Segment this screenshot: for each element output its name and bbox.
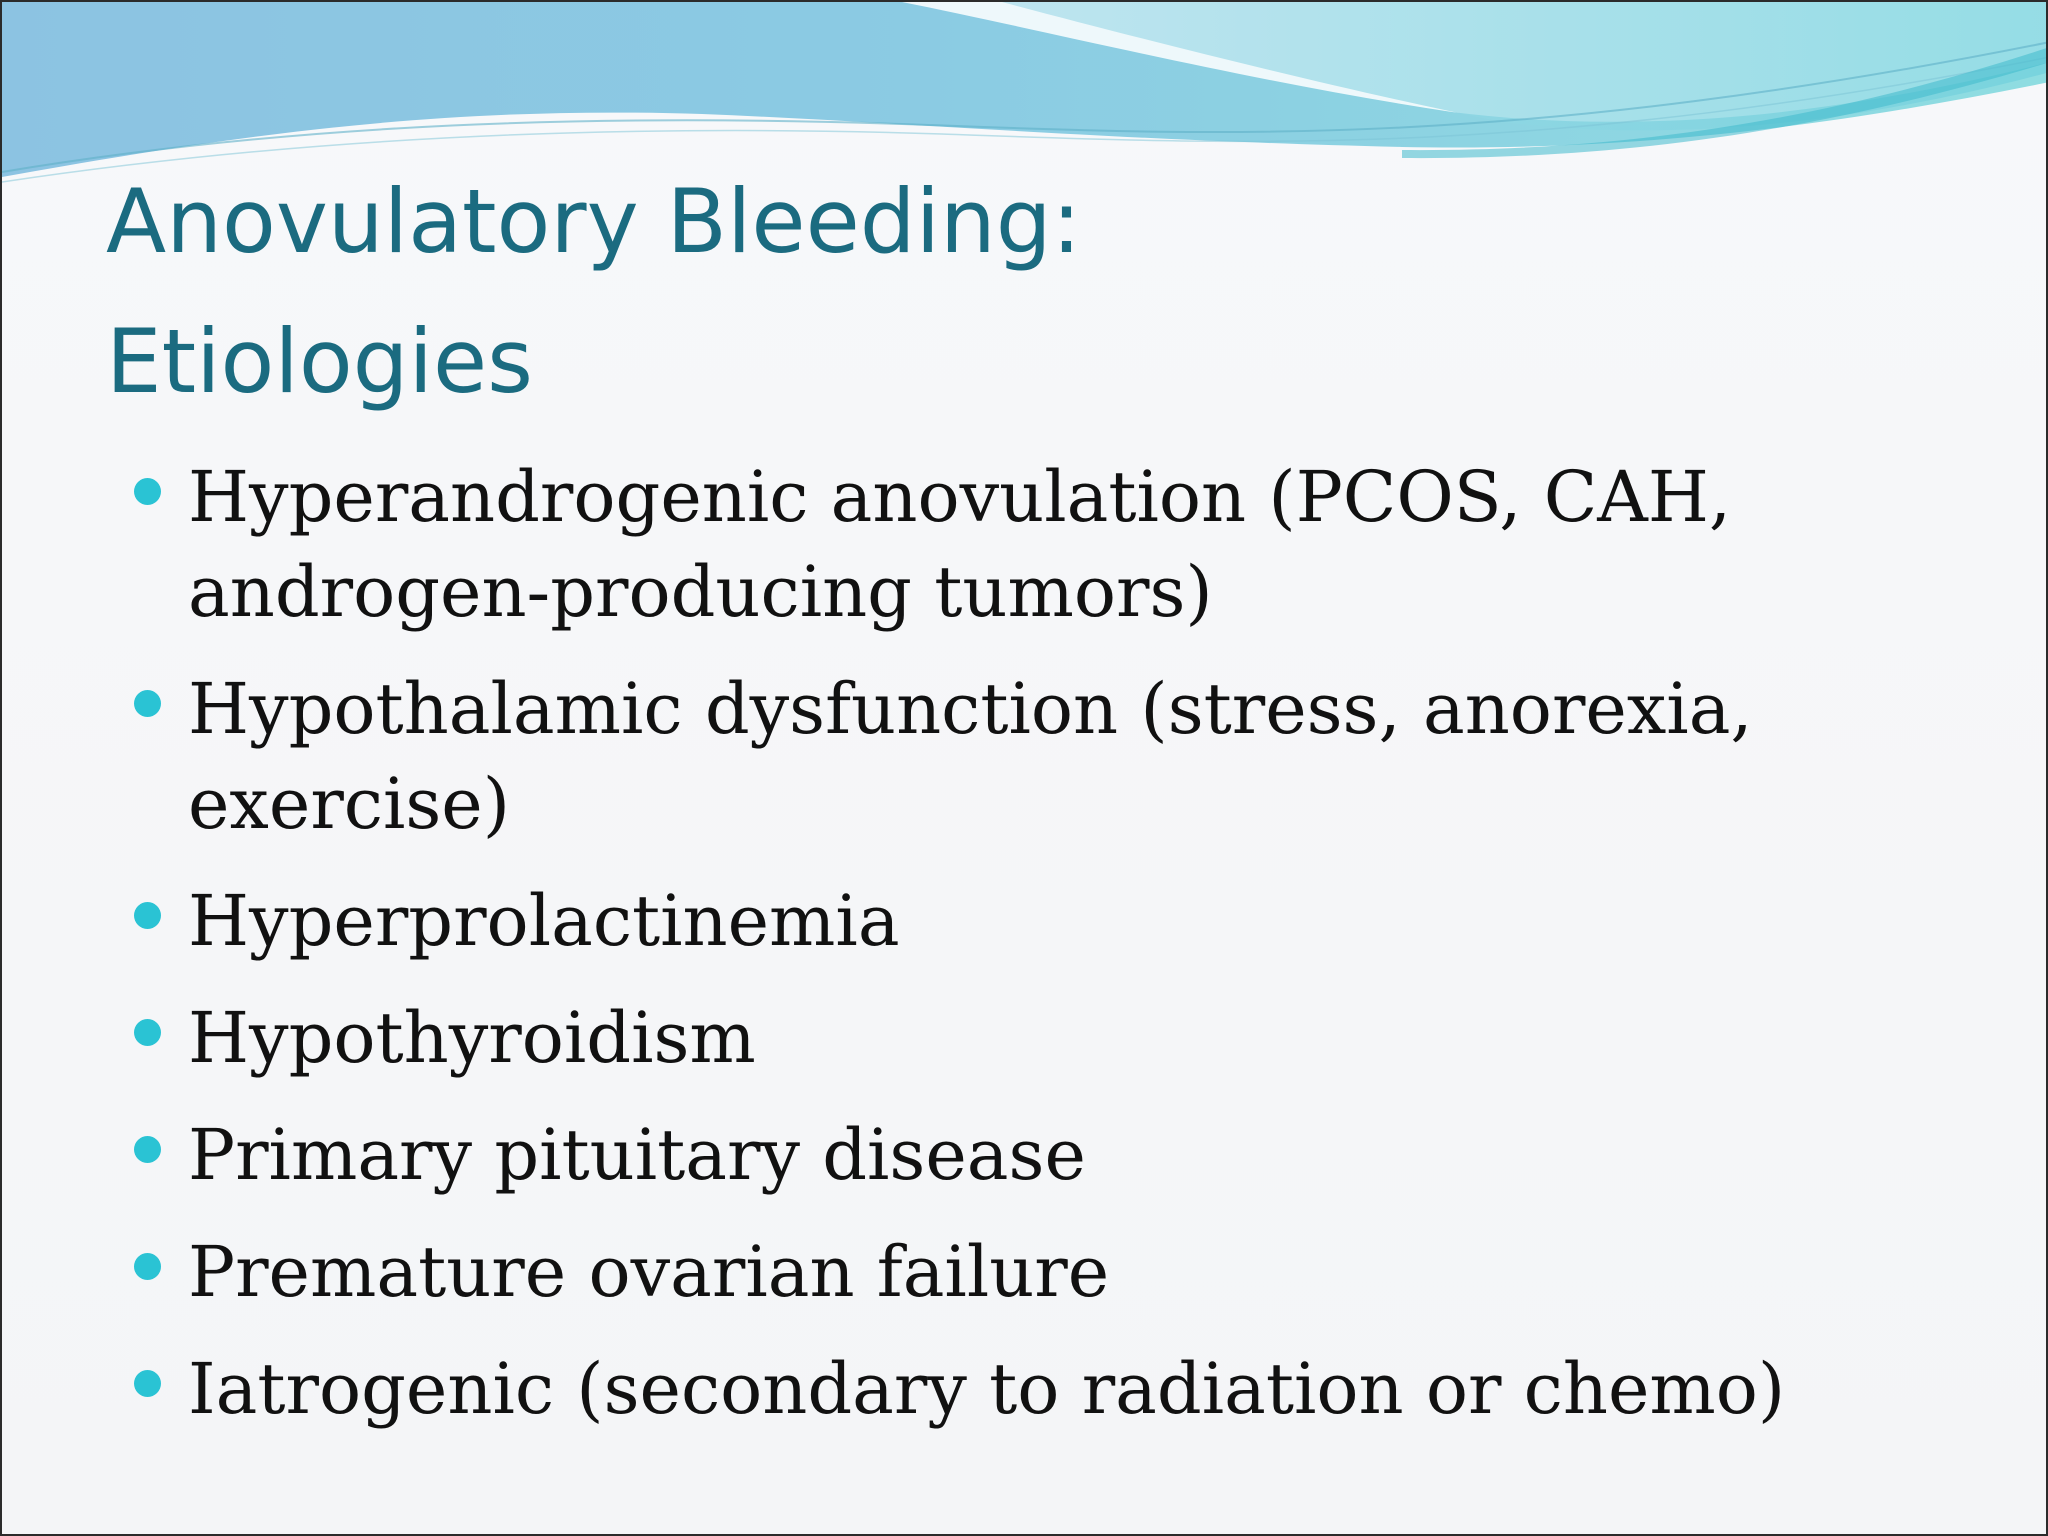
- bullet-dot-icon: [134, 1253, 161, 1280]
- slide-title: [106, 152, 1906, 432]
- bullet-text-line: Hypothalamic dysfunction (stress, anorexia,: [188, 668, 1753, 750]
- title-line-1: Anovulatory Bleeding:: [106, 170, 1082, 273]
- bullet-text-line: Hyperandrogenic anovulation (PCOS, CAH,: [188, 456, 1732, 538]
- bullet-list: [132, 450, 1932, 1459]
- bullet-dot-icon: [134, 902, 161, 929]
- bullet-dot-icon: [134, 1370, 161, 1397]
- bullet-item-hyperandrogenic: [132, 450, 1932, 640]
- bullet-dot-icon: [134, 1136, 161, 1163]
- bullet-item-iatrogenic: [132, 1342, 1932, 1437]
- bullet-item-pituitary: [132, 1108, 1932, 1203]
- bullet-item-hyperprolactinemia: [132, 874, 1932, 969]
- bullet-dot-icon: [134, 690, 161, 717]
- bullet-text-line: Premature ovarian failure: [188, 1231, 1110, 1313]
- bullet-item-hypothyroidism: [132, 991, 1932, 1086]
- bullet-text-line: Iatrogenic (secondary to radiation or chemo): [188, 1348, 1786, 1430]
- bullet-text-line: androgen-producing tumors): [188, 551, 1213, 633]
- bullet-item-hypothalamic: [132, 662, 1932, 852]
- bullet-item-ovarian-failure: [132, 1225, 1932, 1320]
- bullet-text-line: Hyperprolactinemia: [188, 880, 900, 962]
- title-line-2: Etiologies: [106, 310, 533, 413]
- bullet-text-line: exercise): [188, 763, 511, 845]
- bullet-dot-icon: [134, 1019, 161, 1046]
- bullet-text-line: Hypothyroidism: [188, 997, 756, 1079]
- bullet-text-line: Primary pituitary disease: [188, 1114, 1086, 1196]
- bullet-dot-icon: [134, 478, 161, 505]
